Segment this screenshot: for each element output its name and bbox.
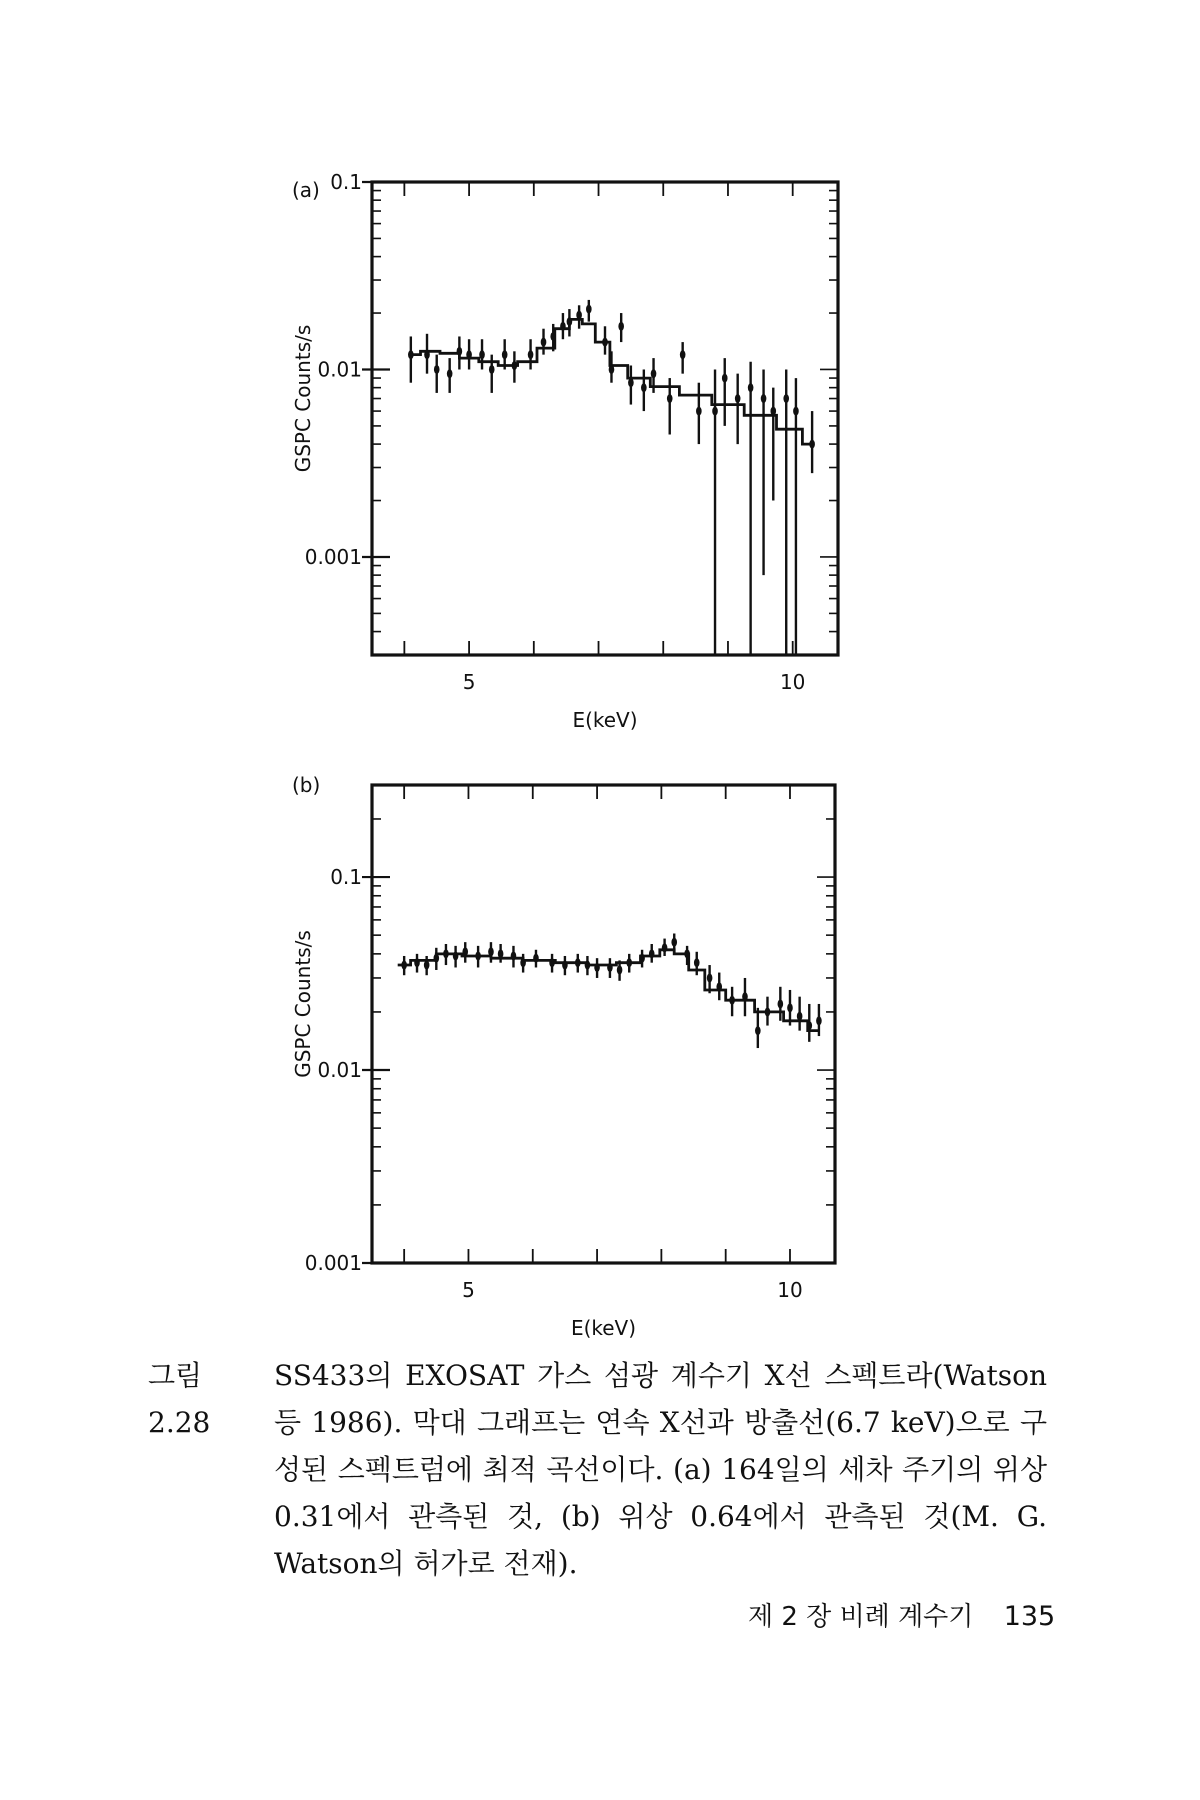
- y-tick-label: 0.001: [304, 544, 362, 569]
- data-point: [528, 350, 534, 359]
- y-axis-label: GSPC Counts/s: [291, 930, 315, 1078]
- data-point: [761, 394, 767, 403]
- y-axis-label: GSPC Counts/s: [291, 324, 315, 473]
- caption-label: 그림 2.28: [148, 1359, 211, 1439]
- x-tick-label: 10: [777, 1278, 803, 1302]
- page-footer: [748, 1596, 1055, 1633]
- x-tick-label: 5: [462, 670, 476, 694]
- x-tick-label: 5: [462, 1278, 475, 1302]
- data-point: [793, 407, 799, 416]
- data-point: [502, 350, 508, 359]
- y-tick-label: 0.001: [304, 1251, 362, 1275]
- data-point: [797, 1012, 803, 1021]
- chapter-title: 제 2 장 비례 계수기: [748, 1602, 974, 1632]
- model-curve: [398, 950, 819, 1031]
- plot-frame: [372, 182, 838, 655]
- data-point: [628, 378, 634, 387]
- data-point: [434, 365, 440, 374]
- data-point: [722, 374, 728, 383]
- y-tick-label: 0.1: [330, 865, 362, 890]
- data-point: [778, 999, 784, 1008]
- data-point: [489, 365, 495, 374]
- panel-label: (a): [292, 178, 320, 202]
- plot-frame: [372, 785, 835, 1263]
- data-point: [618, 322, 624, 331]
- panel-label: (b): [292, 773, 321, 797]
- data-point: [787, 1003, 793, 1012]
- data-point: [641, 383, 647, 392]
- data-point: [541, 338, 547, 347]
- data-point: [424, 961, 430, 970]
- page-number: 135: [1003, 1601, 1056, 1632]
- data-point: [696, 407, 702, 416]
- data-point: [748, 383, 754, 392]
- x-axis-label: E(keV): [570, 1316, 637, 1340]
- data-point: [671, 938, 677, 947]
- data-point: [735, 394, 741, 403]
- x-axis-label: E(keV): [572, 708, 638, 732]
- data-point: [586, 305, 592, 314]
- panel-a: [291, 170, 838, 732]
- data-point: [617, 965, 623, 974]
- data-point: [712, 407, 718, 416]
- y-tick-label: 0.01: [317, 1058, 362, 1083]
- y-tick-label: 0.01: [317, 357, 362, 382]
- data-point: [447, 369, 453, 378]
- data-point: [694, 958, 700, 967]
- data-point: [816, 1016, 822, 1025]
- data-point: [667, 394, 673, 403]
- data-point: [783, 394, 789, 403]
- x-tick-label: 10: [779, 670, 806, 694]
- data-point: [755, 1026, 761, 1035]
- panel-b: [291, 773, 835, 1340]
- data-point: [680, 350, 686, 359]
- caption-text: SS433의 EXOSAT 가스 섬광 계수기 X선 스펙트라(Watson 등 1986). 막대 그래프는 연속 X선과 방출선(6.7 keV)으로 구성된 스펙트럼에 최적 곡선이다. (a) 164일의 세차 주기의 위상 0.31에서 관측된 것, (b) 위상 0.64에서 관측된 것(M. G. Watson의 허가로 전재).: [274, 1359, 1047, 1580]
- y-tick-label: 0.1: [330, 170, 362, 194]
- data-point: [707, 973, 713, 982]
